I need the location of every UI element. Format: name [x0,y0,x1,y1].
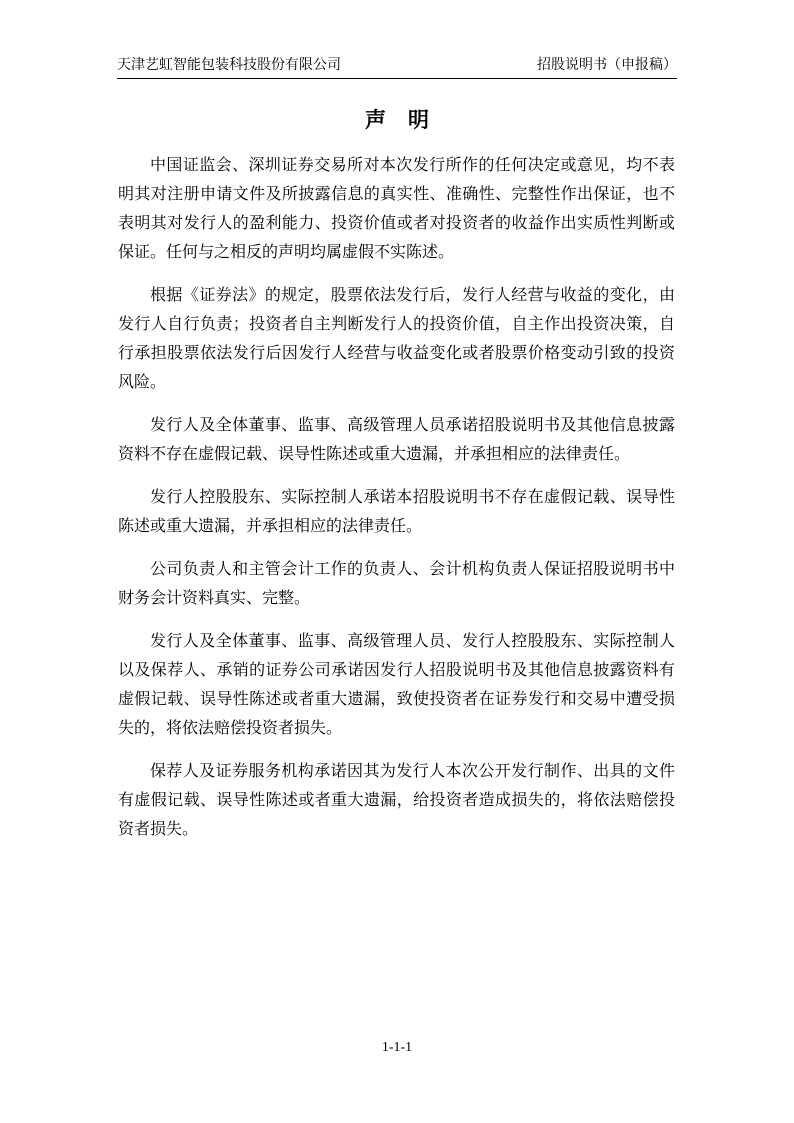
page-title: 声明 [365,107,451,132]
declaration-body [118,150,675,857]
page-number: 1-1-1 [381,1040,413,1055]
paragraph: 发行人及全体董事、监事、高级管理人员承诺招股说明书及其他信息披露资料不存在虚假记载、误导性陈述或重大遗漏，并承担相应的法律责任。 [118,415,675,463]
paragraph: 保荐人及证券服务机构承诺因其为发行人本次公开发行制作、出具的文件有虚假记载、误导性陈述或者重大遗漏，给投资者造成损失的，将依法赔偿投资者损失。 [118,761,675,838]
paragraph: 公司负责人和主管会计工作的负责人、会计机构负责人保证招股说明书中财务会计资料真实、完整。 [118,559,675,607]
paragraph: 中国证监会、深圳证券交易所对本次发行所作的任何决定或意见，均不表明其对注册申请文件及所披露信息的真实性、准确性、完整性作出保证，也不表明其对发行人的盈利能力、投资价值或者对投资者的收益作出实质性判断或保证。任何与之相反的声明均属虚假不实陈述。 [118,155,675,261]
paragraph: 根据《证券法》的规定，股票依法发行后，发行人经营与收益的变化，由发行人自行负责；投资者自主判断发行人的投资价值，自主作出投资决策，自行承担股票依法发行后因发行人经营与收益变化或者股票价格变动引致的投资风险。 [118,285,675,391]
paragraph: 发行人控股股东、实际控制人承诺本招股说明书不存在虚假记载、误导性陈述或重大遗漏，并承担相应的法律责任。 [118,487,675,535]
company-name: 天津艺虹智能包装科技股份有限公司 [117,57,341,73]
paragraph: 发行人及全体董事、监事、高级管理人员、发行人控股股东、实际控制人以及保荐人、承销的证券公司承诺因发行人招股说明书及其他信息披露资料有虚假记载、误导性陈述或者重大遗漏，致使投资者在证券发行和交易中遭受损失的，将依法赔偿投资者损失。 [118,631,675,737]
page-header [117,54,677,79]
document-type: 招股说明书（申报稿） [537,57,677,73]
